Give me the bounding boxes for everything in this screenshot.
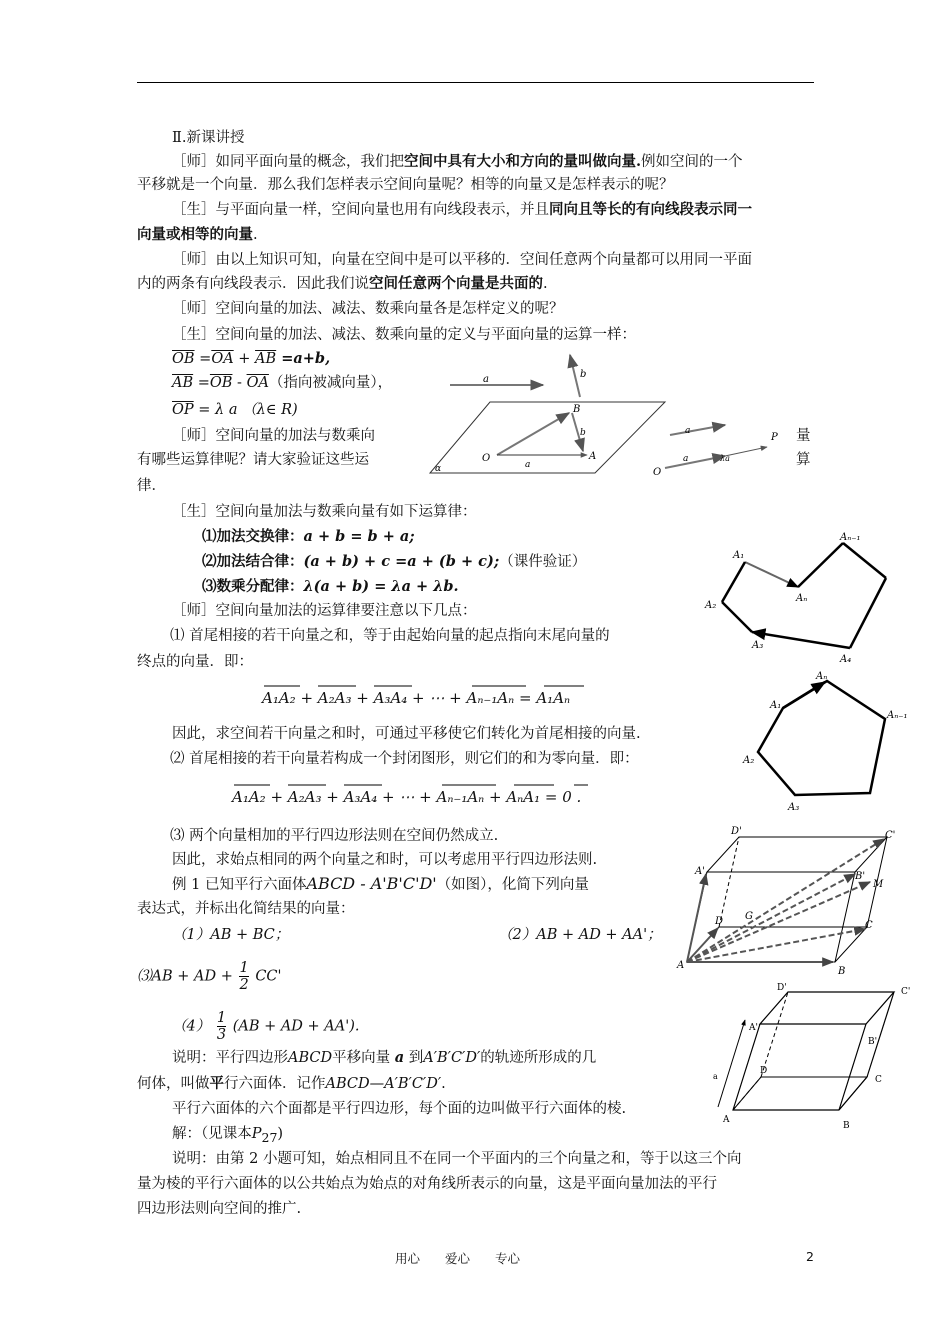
note-diagonal-cont1: 量为棱的平行六面体的以公共始点为始点的对角线所表示的向量，这是平面向量加法的平行	[137, 1176, 717, 1192]
box2-vector-mark: a	[713, 1072, 718, 1081]
box-label-A: A	[677, 960, 685, 971]
label-O: O	[482, 453, 491, 464]
box2-label-C: C	[875, 1075, 882, 1085]
hex-label-A2: A₂	[743, 755, 755, 766]
box2-label-B: B	[843, 1121, 850, 1131]
paragraph-conclusion-2: 因此，求始点相同的两个向量之和时，可以考虑用平行四边形法则.	[172, 852, 598, 868]
paragraph-teacher-4: ［师］空间向量的加法与数乘向	[172, 428, 375, 444]
box-label-C1: C'	[885, 830, 896, 841]
figure-parallelepiped-translation	[705, 982, 920, 1132]
label-lambda-a: λa	[720, 454, 730, 463]
label-O2: O	[653, 467, 662, 478]
note-parallelepiped: 说明：平行四边形ABCD平移向量 a 到A′B′C′D′的轨迹所形成的几	[172, 1049, 597, 1066]
label-b2: b	[580, 428, 586, 438]
label-a3: a	[685, 426, 691, 436]
paragraph-student-1: ［生］与平面向量一样，空间向量也用有向线段表示，并且同向且等长的有向线段表示同一	[172, 201, 752, 218]
note-diagonal-cont2: 四边形法则向空间的推广.	[137, 1201, 302, 1217]
rule-1-cont: 终点的向量．即：	[137, 654, 253, 670]
figure-polygon-chain	[700, 528, 900, 668]
example-1-cont: 表达式，并标出化简结果的向量：	[137, 901, 355, 917]
label-A: A	[589, 451, 597, 462]
equation-closed-sum-arrows	[232, 781, 612, 789]
box-label-D: D	[715, 916, 724, 927]
label-P: P	[771, 432, 778, 443]
box2-label-A1: A'	[749, 1023, 758, 1033]
poly-label-A2: A₂	[705, 600, 717, 611]
law-commutative: ⑴加法交换律：a + b = b + a;	[202, 528, 415, 545]
paragraph-student-3: ［生］空间向量加法与数乘向量有如下运算律：	[172, 504, 477, 520]
paragraph-student-2: ［生］空间向量的加法、减法、数乘向量的定义与平面向量的运算一样：	[172, 327, 636, 343]
paragraph-teacher-5: ［师］空间向量加法的运算律要注意以下几点：	[172, 603, 477, 619]
formula-scalar: $\overline{OP} = \lambda$ a （λ∈ R)	[172, 402, 298, 418]
box-label-C: C	[865, 920, 873, 931]
hex-label-A1: A₁	[770, 700, 782, 711]
paragraph-conclusion-1: 因此，求空间若干向量之和时，可通过平移使它们转化为首尾相接的向量.	[172, 726, 641, 742]
poly-label-A4: A₄	[840, 654, 852, 665]
box2-label-D: D	[760, 1066, 768, 1076]
poly-label-A1: A₁	[733, 550, 745, 561]
header-rule	[137, 82, 814, 83]
paragraph-teacher-4-right1: 量	[796, 428, 811, 444]
note-parallelepiped-cont: 何体，叫做平行六面体．记作ABCD—A′B′C′D′.	[137, 1075, 446, 1092]
label-B: B	[573, 404, 581, 415]
label-a2: a	[525, 460, 531, 470]
expression-4: （4） $\frac{1}{3}$ (AB + AD + AA').	[172, 1010, 360, 1043]
paragraph-teacher-1-cont: 平移就是一个向量．那么我们怎样表示空间向量呢？相等的向量又是怎样表示的呢？	[137, 177, 674, 193]
law-associative: ⑵加法结合律：(a + b) + c =a + (b + c);（课件验证）	[202, 553, 587, 570]
formula-subtraction: $\overline{AB} =\overline{OB} - \overline{OA}$（指向被减向量），	[172, 375, 393, 391]
paragraph-teacher-2: ［师］由以上知识可知，向量在空间中是可以平移的．空间任意两个向量都可以用同一平面	[172, 252, 752, 268]
box2-label-A: A	[723, 1115, 730, 1125]
label-alpha: α	[435, 464, 442, 474]
paragraph-teacher-1: ［师］如同平面向量的概念，我们把空间中具有大小和方向的量叫做向量.例如空间的一个	[172, 153, 743, 170]
expression-3: ⑶AB + AD + $\frac{1}{2}$ CC'	[137, 960, 282, 993]
expression-2: （2）AB + AD + AA'；	[498, 927, 662, 943]
box-label-B: B	[838, 966, 846, 977]
expression-1: （1）AB + BC；	[172, 927, 290, 943]
label-a4: a	[683, 454, 689, 464]
rule-2: ⑵ 首尾相接的若干向量若构成一个封闭图形，则它们的和为零向量．即：	[170, 751, 639, 767]
page-number: 2	[806, 1249, 814, 1264]
figure-closed-polygon	[740, 668, 920, 816]
box-label-M: M	[873, 879, 884, 890]
note-diagonal: 说明：由第 2 小题可知，始点相同且不在同一个平面内的三个向量之和，等于以这三个向	[172, 1151, 742, 1167]
hex-label-A3: A₃	[788, 802, 800, 813]
box2-label-D1: D'	[777, 983, 787, 993]
paragraph-teacher-4-right2: 算	[796, 452, 811, 468]
section-title: Ⅱ.新课讲授	[172, 130, 245, 146]
figure-vector-operations	[425, 345, 795, 480]
label-b: b	[580, 369, 587, 380]
formula-addition: $\overline{OB} =\overline{OA} + \overline{AB} =a+b$,	[172, 350, 331, 367]
paragraph-teacher-3: ［师］空间向量的加法、减法、数乘向量各是怎样定义的呢？	[172, 301, 564, 317]
equation-chain-sum-arrows	[262, 682, 592, 690]
figure-parallelepiped-vectors	[675, 822, 915, 977]
equation-chain-sum: A₁A₂ + A₂A₃ + A₃A₄ + ⋯ + Aₙ₋₁Aₙ = A₁Aₙ	[262, 689, 571, 707]
box-label-A1: A'	[695, 866, 705, 877]
hex-label-An: Aₙ	[816, 671, 828, 682]
example-1: 例 1 已知平行六面体ABCD - A'B'C'D'（如图），化简下列向量	[172, 874, 589, 893]
box-label-D1: D'	[731, 826, 742, 837]
rule-3: ⑶ 两个向量相加的平行四边形法则在空间仍然成立.	[170, 828, 499, 844]
hex-label-An1: Aₙ₋₁	[887, 710, 908, 721]
box2-label-B1: B'	[868, 1037, 878, 1047]
footer-motto: 用心 爱心 专心	[395, 1251, 521, 1266]
poly-label-A3: A₃	[752, 640, 764, 651]
box-label-B1: B'	[855, 871, 866, 882]
paragraph-student-1-cont: 向量或相等的向量.	[137, 226, 258, 243]
poly-label-An1: Aₙ₋₁	[840, 532, 861, 543]
rule-1: ⑴ 首尾相接的若干向量之和，等于由起始向量的起点指向末尾向量的	[170, 628, 610, 644]
paragraph-teacher-4-end: 律．	[137, 478, 166, 494]
poly-label-An: Aₙ	[796, 593, 808, 604]
paragraph-teacher-4-cont: 有哪些运算律呢？请大家验证这些运	[137, 452, 369, 468]
box2-label-C1: C'	[901, 987, 911, 997]
label-a: a	[483, 374, 489, 385]
paragraph-teacher-2-cont: 内的两条有向线段表示．因此我们说空间任意两个向量是共面的.	[137, 275, 548, 292]
box-label-G: G	[745, 911, 753, 922]
solution-reference: 解：（见课本$P_{27}$)	[172, 1126, 284, 1145]
equation-closed-sum: A₁A₂ + A₂A₃ + A₃A₄ + ⋯ + Aₙ₋₁Aₙ + AₙA₁ = 0 .	[232, 788, 582, 806]
law-distributive: ⑶数乘分配律：λ(a + b) = λa + λb.	[202, 578, 459, 595]
paragraph-faces: 平行六面体的六个面都是平行四边形，每个面的边叫做平行六面体的棱.	[172, 1101, 627, 1117]
